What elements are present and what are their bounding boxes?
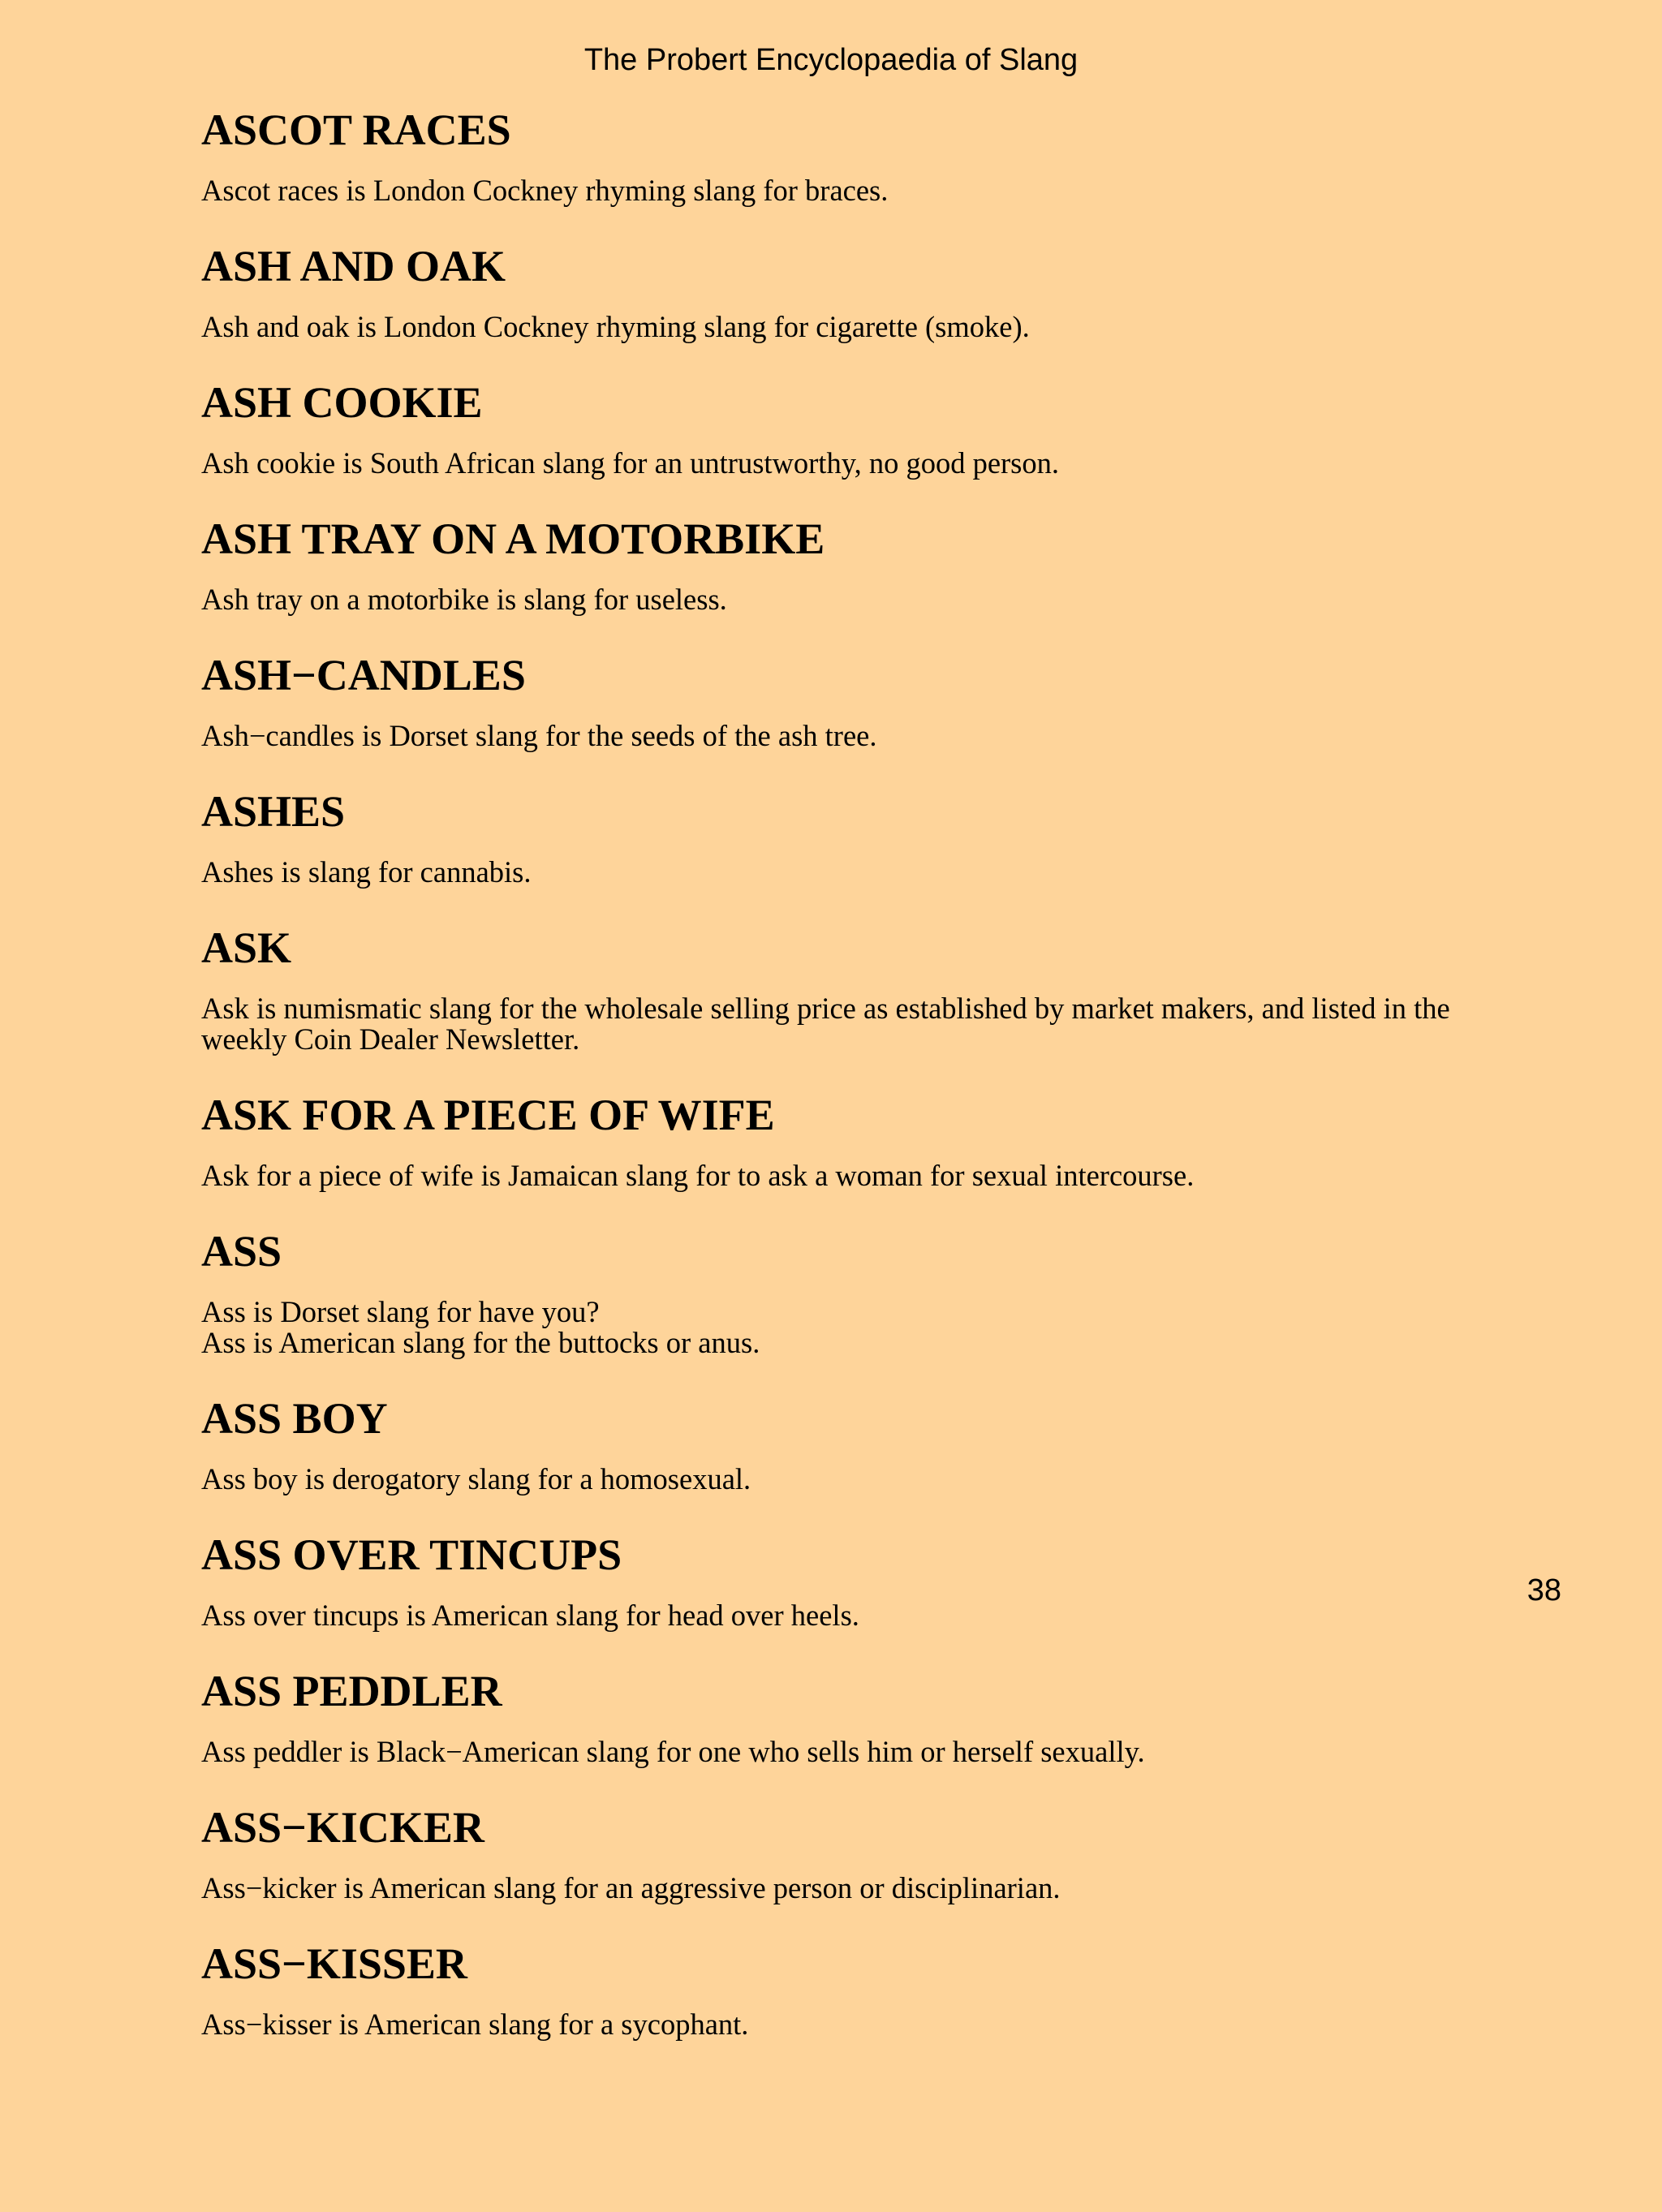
entry-definitions: [201, 312, 1467, 342]
entry-definition: Ash and oak is London Cockney rhyming slang for cigarette (smoke).: [201, 310, 1030, 343]
entry-headword: ASH AND OAK: [201, 242, 506, 290]
running-header: The Probert Encyclopaedia of Slang: [583, 43, 1079, 77]
entry-definition: Ash−candles is Dorset slang for the seeds of the ash tree.: [201, 719, 877, 752]
entry-definition: Ass is American slang for the buttocks or anus.: [201, 1326, 760, 1359]
entry-definition: Ask for a piece of wife is Jamaican slang for to ask a woman for sexual intercourse.: [201, 1159, 1195, 1192]
entry-definition: Ass boy is derogatory slang for a homosexual.: [201, 1462, 751, 1495]
entry-definition: Ash tray on a motorbike is slang for useless.: [201, 583, 727, 616]
entry-headword: ASS−KISSER: [201, 1939, 467, 1988]
entry-definition: Ashes is slang for cannabis.: [201, 855, 532, 889]
entry-definitions: [201, 1464, 1467, 1495]
entry-headword: ASS−KICKER: [201, 1803, 484, 1852]
entry-headword: ASS PEDDLER: [201, 1667, 502, 1715]
dictionary-entry: [201, 237, 1467, 373]
dictionary-entry: [201, 919, 1467, 1086]
dictionary-entry: [201, 1934, 1467, 2071]
entry-definition: Ask is numismatic slang for the wholesale selling price as established by market makers, and listed in the weekly Coin Dealer Newsletter.: [201, 992, 1450, 1056]
dictionary-entry: [201, 1798, 1467, 1934]
entry-headword: ASS BOY: [201, 1394, 388, 1443]
entry-definition: Ascot races is London Cockney rhyming slang for braces.: [201, 174, 889, 207]
entry-definitions: [201, 175, 1467, 206]
dictionary-entry: [201, 1526, 1467, 1662]
entry-definitions: [201, 993, 1467, 1055]
entry-definitions: [201, 1160, 1467, 1191]
entry-definitions: [201, 448, 1467, 479]
entry-definition: Ass over tincups is American slang for head over heels.: [201, 1599, 859, 1632]
entry-headword: ASS OVER TINCUPS: [201, 1530, 622, 1579]
entry-headword: ASK: [201, 923, 292, 972]
dictionary-entry: [201, 1662, 1467, 1798]
dictionary-entry: [201, 373, 1467, 510]
entry-definitions: [201, 721, 1467, 751]
entry-definitions: [201, 1297, 1467, 1358]
entry-headword: ASHES: [201, 787, 346, 836]
entry-headword: ASH−CANDLES: [201, 651, 526, 699]
entry-definition: Ass−kicker is American slang for an aggressive person or disciplinarian.: [201, 1871, 1061, 1904]
dictionary-entry: [201, 1389, 1467, 1526]
entry-definitions: [201, 857, 1467, 888]
entry-headword: ASK FOR A PIECE OF WIFE: [201, 1091, 775, 1139]
entry-definition: Ash cookie is South African slang for an untrustworthy, no good person.: [201, 446, 1060, 480]
entry-definition: Ass peddler is Black−American slang for one who sells him or herself sexually.: [201, 1735, 1145, 1768]
dictionary-entry: [201, 1086, 1467, 1222]
entry-definition: Ass is Dorset slang for have you?: [201, 1295, 600, 1328]
entry-headword: ASH TRAY ON A MOTORBIKE: [201, 514, 825, 563]
entry-headword: ASCOT RACES: [201, 105, 511, 154]
dictionary-entry: [201, 510, 1467, 646]
entry-definitions: [201, 1873, 1467, 1904]
entry-definitions: [201, 1736, 1467, 1767]
entry-definitions: [201, 2009, 1467, 2040]
dictionary-entry: [201, 646, 1467, 782]
entry-headword: ASH COOKIE: [201, 378, 483, 427]
dictionary-entry: [201, 101, 1467, 237]
entry-definitions: [201, 584, 1467, 615]
entry-definitions: [201, 1600, 1467, 1631]
dictionary-entry: [201, 1222, 1467, 1389]
entry-list: [201, 101, 1467, 2071]
entry-headword: ASS: [201, 1227, 282, 1276]
page-number: 38: [1526, 1573, 1561, 1607]
entry-definition: Ass−kisser is American slang for a sycophant.: [201, 2008, 749, 2041]
dictionary-entry: [201, 782, 1467, 919]
